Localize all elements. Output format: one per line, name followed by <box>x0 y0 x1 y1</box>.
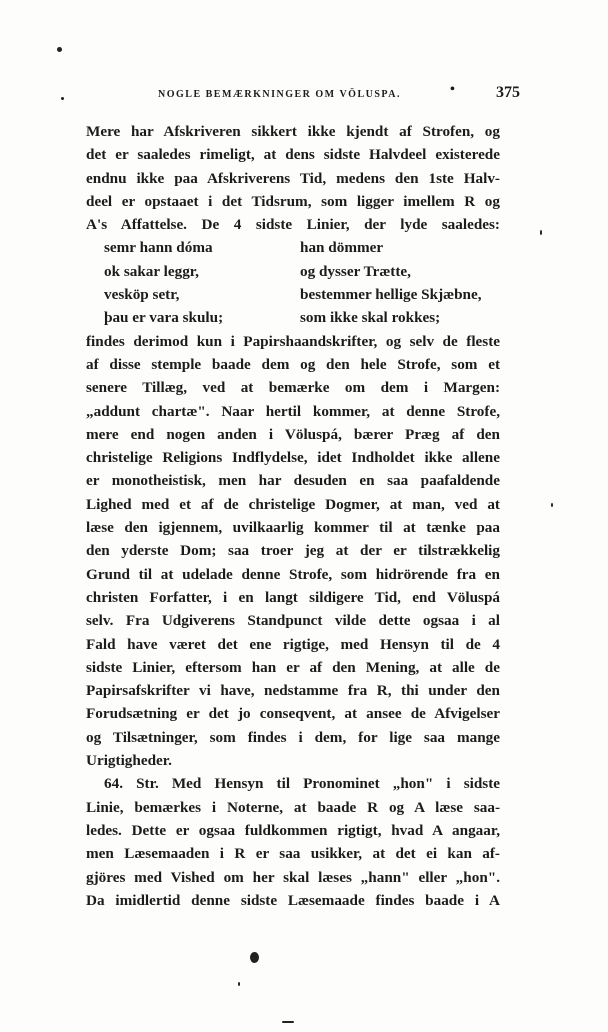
verse-line <box>86 236 500 259</box>
ink-speck-right-margin-2 <box>551 503 553 507</box>
text-line: selv. Fra Udgiverens Standpunct vilde dette ogsaa i al <box>86 612 500 630</box>
text-line: findes derimod kun i Papirshaandskrifter, og selv de fleste <box>86 332 500 350</box>
text-line: „addunt chartæ". Naar hertil kommer, at denne Strofe, <box>86 402 500 420</box>
text-line: det er saaledes rimeligt, at dens sidste Halvdeel existerede <box>86 146 500 164</box>
verse-translation: og dysser Trætte, <box>300 262 411 280</box>
text-line: Mere har Afskriveren sikkert ikke kjendt af Strofen, og <box>86 123 500 140</box>
text-line: Fald have været det ene rigtige, med Hensyn til de 4 <box>86 635 500 653</box>
verse-line <box>86 283 500 306</box>
text-line: læse den igjennem, uvilkaarlig kommer til at tænke paa <box>86 519 500 537</box>
ink-speck-left <box>61 97 64 100</box>
text-line: deel er opstaaet i det Tidsrum, som ligger imellem R og <box>86 192 500 210</box>
text-line: er monotheistisk, men har desuden en saa paafaldende <box>86 472 500 490</box>
verse-original: semr hann dóma <box>104 239 213 257</box>
text-line: ledes. Dette er ogsaa fuldkommen rigtigt, hvad A angaar, <box>86 821 500 839</box>
running-header <box>150 84 520 106</box>
text-line: A's Affattelse. De 4 sidste Linier, der lyde saaledes: <box>86 216 500 234</box>
verse-translation: han dömmer <box>300 239 384 257</box>
header-bullet: • <box>450 82 457 97</box>
running-title: NOGLE BEMÆRKNINGER OM VÖLUSPA. <box>158 89 401 100</box>
text-line: mere end nogen anden i Völuspá, bærer Præg af den <box>86 425 500 443</box>
page-number: 375 <box>496 84 520 101</box>
text-line: Da imidlertid denne sidste Læsemaade findes baade i A <box>86 891 500 909</box>
ink-speck-top-left <box>57 47 62 52</box>
text-line: Forudsætning er det jo conseqvent, at ansee de Afvigelser <box>86 705 500 723</box>
text-line: Urigtigheder. <box>86 752 172 770</box>
main-text <box>86 120 500 912</box>
text-line: Lighed med et af de christelige Dogmer, at man, ved at <box>86 495 500 513</box>
text-line: af disse stemple baade dem og den hele Strofe, som et <box>86 355 500 373</box>
ink-speck-bottom-line <box>282 1021 294 1023</box>
ink-blot-bottom <box>250 952 259 963</box>
text-line: Papirsafskrifter vi have, nedstamme fra R, thi under den <box>86 682 500 700</box>
verse-original: ok sakar leggr, <box>104 262 199 280</box>
text-line: gjöres med Vished om her skal læses „hann" eller „hon". <box>86 868 500 886</box>
paragraph-64-first-line: 64. Str. Med Hensyn til Pronominet „hon" i sidste <box>104 775 500 793</box>
text-line: og Tilsætninger, som findes i dem, for lige saa mange <box>86 728 500 746</box>
verse-line <box>86 306 500 329</box>
text-line: christen Forfatter, i en langt sildigere Tid, end Völuspá <box>86 588 500 606</box>
text-line: senere Tillæg, ved at bemærke om dem i Margen: <box>86 379 500 397</box>
text-line: sidste Linier, eftersom han er af den Mening, at alle de <box>86 658 500 676</box>
verse-original: vesköp setr, <box>104 286 180 304</box>
text-line: Linie, bemærkes i Noterne, at baade R og A læse saa- <box>86 798 500 816</box>
verse-original: þau er vara skulu; <box>104 309 224 327</box>
text-line: men Læsemaaden i R er saa usikker, at det ei kan af- <box>86 845 500 863</box>
text-line: den yderste Dom; saa troer jeg at der er tilstrækkelig <box>86 542 500 560</box>
verse-translation: som ikke skal rokkes; <box>300 309 441 327</box>
verse-line <box>86 260 500 283</box>
ink-speck-right-margin <box>540 230 542 235</box>
text-line: endnu ikke paa Afskriverens Tid, medens den 1ste Halv- <box>86 169 500 187</box>
text-line: christelige Religions Indflydelse, idet Indholdet ikke allene <box>86 449 500 467</box>
text-line: Grund til at udelade denne Strofe, som hidrörende fra en <box>86 565 500 583</box>
ink-speck-bottom <box>238 982 240 986</box>
verse-translation: bestemmer hellige Skjæbne, <box>300 286 482 304</box>
